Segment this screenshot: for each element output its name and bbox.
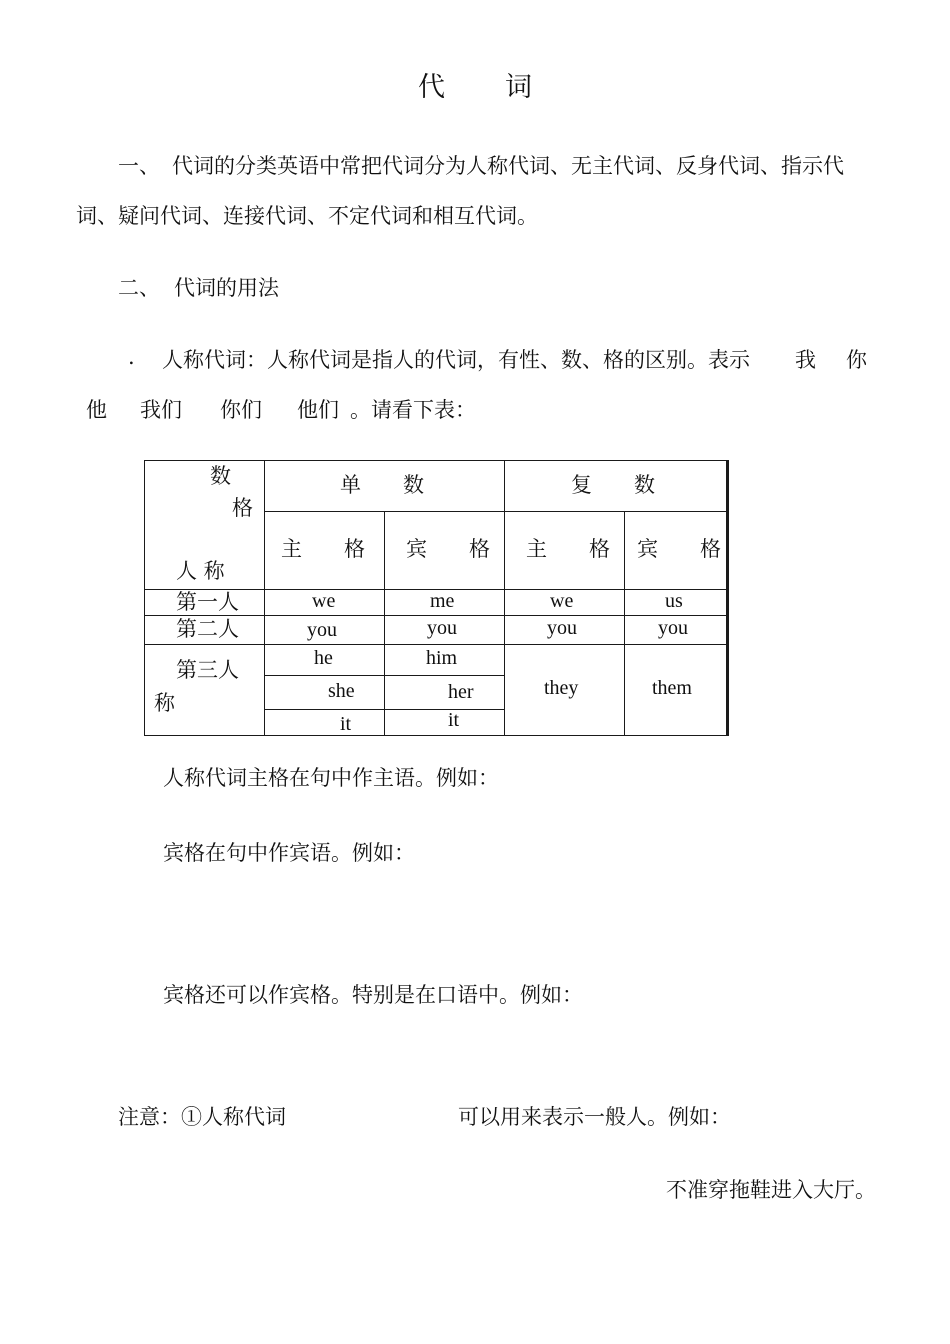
intro-word-women: 我们: [140, 398, 182, 422]
cell-third-sing-obj-it: it: [448, 709, 460, 731]
intro-line1: 人称代词：人称代词是指人的代词，有性、数、格的区别。表示: [162, 348, 750, 372]
cell-second-sing-subj: you: [307, 619, 337, 641]
section1-line1: 代词的分类英语中常把代词分为人称代词、无主代词、反身代词、指示代: [172, 154, 844, 178]
cell-third-plur-subj: they: [544, 677, 579, 699]
corner-ge: 格: [232, 496, 253, 520]
cell-first-plur-subj: we: [550, 590, 574, 612]
title-char-2: 词: [505, 72, 534, 103]
row-third-label-2: 称: [154, 691, 175, 715]
note-attention-label: 注意：①人称代词: [118, 1105, 286, 1129]
cell-first-plur-obj: us: [665, 590, 683, 612]
cell-third-sing-subj-it: it: [340, 713, 352, 735]
intro-bullet: .: [128, 345, 135, 369]
page-title: [418, 74, 534, 101]
cell-first-sing-subj: we: [312, 590, 336, 612]
header-sing-subj: 主 格: [281, 537, 365, 561]
cell-first-sing-obj: me: [430, 590, 455, 612]
row-third-label: 第三人: [176, 658, 239, 682]
header-singular: 单 数: [340, 473, 424, 497]
intro-line2-end: 。请看下表：: [350, 398, 476, 422]
intro-word-ni: 你: [846, 348, 867, 372]
note-example: 不准穿拖鞋进入大厅。: [666, 1178, 876, 1202]
section1-label: 一、: [118, 154, 160, 178]
cell-third-sing-obj-her: her: [448, 681, 474, 703]
note-object-case-extra: 宾格还可以作宾格。特别是在口语中。例如：: [163, 983, 583, 1007]
section2-heading: 代词的用法: [174, 276, 279, 300]
note-object-case: 宾格在句中作宾语。例如：: [163, 841, 415, 865]
row-first-label: 第一人: [176, 590, 239, 614]
intro-word-tamen: 他们: [297, 398, 339, 422]
header-plur-obj: 宾 格: [637, 537, 721, 561]
corner-person: 人 称: [176, 559, 225, 583]
note-subject-case: 人称代词主格在句中作主语。例如：: [163, 766, 499, 790]
cell-third-sing-subj-he: he: [314, 647, 333, 669]
corner-shu: 数: [210, 464, 231, 488]
section2-label: 二、: [118, 276, 160, 300]
cell-second-plur-subj: you: [547, 617, 577, 639]
row-second-label: 第二人: [176, 617, 239, 641]
intro-word-wo: 我: [795, 348, 816, 372]
cell-second-plur-obj: you: [658, 617, 688, 639]
section1-line2: 词、疑问代词、连接代词、不定代词和相互代词。: [76, 204, 538, 228]
cell-third-sing-subj-she: she: [328, 680, 355, 702]
cell-second-sing-obj: you: [427, 617, 457, 639]
header-plural: 复 数: [571, 473, 655, 497]
header-plur-subj: 主 格: [526, 537, 610, 561]
header-sing-obj: 宾 格: [406, 537, 490, 561]
cell-third-sing-obj-him: him: [426, 647, 458, 669]
cell-third-plur-obj: them: [652, 677, 692, 699]
title-char-1: 代: [418, 72, 447, 103]
intro-word-nimen: 你们: [220, 398, 262, 422]
intro-word-ta: 他: [86, 398, 107, 422]
pronoun-table: [144, 460, 728, 736]
note-attention-rest: 可以用来表示一般人。例如：: [458, 1105, 731, 1129]
